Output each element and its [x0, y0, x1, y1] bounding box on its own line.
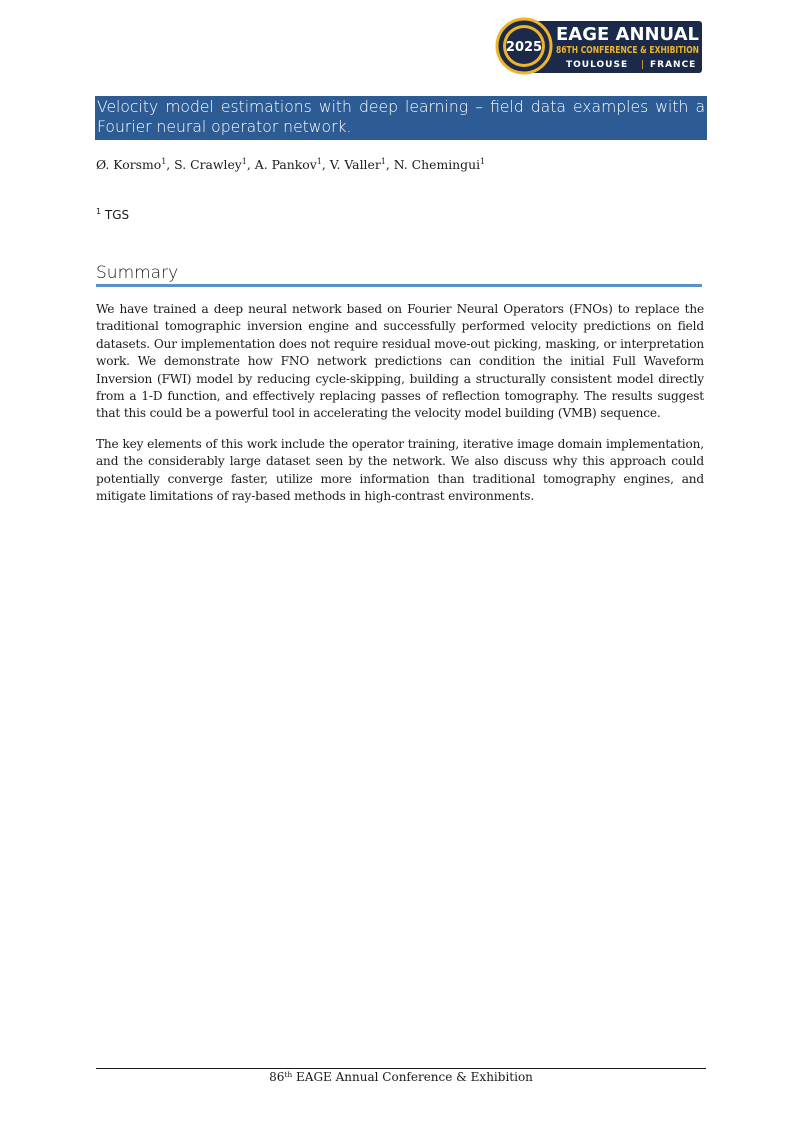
author-name: S. Crawley — [174, 157, 242, 172]
logo-line1: EAGE ANNUAL — [556, 24, 699, 45]
affiliation-mark: 1 — [96, 207, 102, 216]
footer-text: EAGE Annual Conference & Exhibition — [292, 1070, 533, 1084]
summary-paragraph-1: We have trained a deep neural network based on Fourier Neural Operators (FNOs) to replace the traditional tomographic inversion engine and successfully performed velocity predictions on field datasets. Our implementation does not require residual move-out picking, masking, or interpretation work. We demonstrate how FNO network predictions can condition the initial Full Waveform Inversion (FWI) model by reducing cycle-skipping, building a structurally consistent model directly from a 1-D function, and effectively replacing passes of reflection tomography. The results suggest that this could be a powerful tool in accelerating the velocity model building (VMB) sequence. — [96, 302, 704, 421]
author-name: Ø. Korsmo — [96, 157, 162, 172]
author-affiliation-mark: 1 — [380, 157, 386, 166]
author-affiliation-mark: 1 — [480, 157, 486, 166]
author-affiliation-mark: 1 — [161, 157, 167, 166]
section-divider — [96, 284, 702, 287]
paper-title: Velocity model estimations with deep learning – field data examples with a Fourier neural operator network. — [95, 96, 707, 140]
author-affiliation-mark: 1 — [241, 157, 247, 166]
eage-logo-icon — [494, 17, 704, 75]
footer-number: 86 — [269, 1070, 285, 1084]
logo-country: FRANCE — [650, 60, 697, 70]
summary-paragraph-2: The key elements of this work include the operator training, iterative image domain implementation, and the considerably large dataset seen by the network. We also discuss why this approach could potentially converge faster, utilize more information than traditional tomography engines, and mitigate limitations of ray-based methods in high-contrast environments. — [96, 437, 704, 504]
affiliation — [96, 206, 708, 224]
affiliation-name: TGS — [101, 208, 130, 222]
author-separator: , — [385, 157, 394, 172]
footer-ordinal: th — [284, 1070, 293, 1079]
logo-line2: 86TH CONFERENCE & EXHIBITION — [556, 45, 700, 56]
author-affiliation-mark: 1 — [316, 157, 322, 166]
logo-year: 2025 — [505, 40, 543, 55]
author-name: V. Valler — [329, 157, 381, 172]
author-separator: , — [246, 157, 255, 172]
page-footer — [96, 1069, 706, 1085]
conference-logo — [494, 17, 704, 75]
logo-separator: | — [641, 60, 645, 70]
author-list — [96, 156, 708, 174]
author-name: N. Chemingui — [393, 157, 481, 172]
author-separator: , — [321, 157, 330, 172]
author-separator: , — [166, 157, 175, 172]
author-name: A. Pankov — [254, 157, 317, 172]
section-heading: Summary — [96, 263, 179, 283]
logo-city: TOULOUSE — [566, 60, 629, 70]
